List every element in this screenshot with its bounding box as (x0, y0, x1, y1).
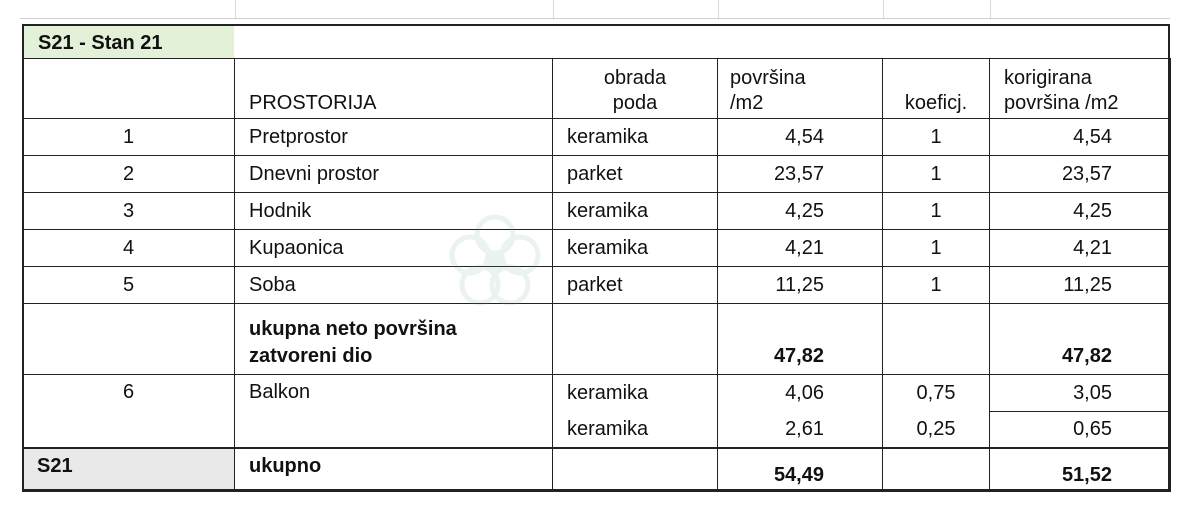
balcony-coefficient: 0,75 (883, 375, 990, 412)
apartment-title: S21 - Stan 21 (22, 24, 234, 58)
total-corrected-area: 51,52 (990, 448, 1171, 492)
floor-type: keramika (553, 193, 718, 230)
subtotal-label (235, 304, 553, 375)
grid-column-line (883, 0, 884, 18)
floor-type: keramika (553, 230, 718, 267)
total-label: ukupno (235, 448, 553, 492)
row-nr: 4 (23, 230, 235, 267)
balcony-area: 2,61 (718, 412, 883, 448)
floor-type: keramika (553, 119, 718, 156)
room-coefficient: 1 (883, 156, 990, 193)
grid-column-line (990, 0, 991, 18)
room-area: 4,21 (718, 230, 883, 267)
grid-column-line (553, 0, 554, 18)
grid-column-line (718, 0, 719, 18)
total-row (23, 448, 1171, 492)
room-coefficient: 1 (883, 230, 990, 267)
total-floor (553, 448, 718, 492)
room-name: Hodnik (235, 193, 553, 230)
room-name: Pretprostor (235, 119, 553, 156)
room-corrected-area: 4,54 (990, 119, 1171, 156)
room-name: Kupaonica (235, 230, 553, 267)
balcony-area: 4,06 (718, 375, 883, 412)
header-prostorija: PROSTORIJA (235, 59, 553, 119)
grid-column-line (235, 0, 236, 18)
balcony-corrected-area: 0,65 (990, 412, 1171, 448)
title-row-empty (234, 24, 1170, 58)
header-korigirana: korigirana površina /m2 (990, 59, 1171, 119)
room-area: 11,25 (718, 267, 883, 304)
table-row (23, 267, 1171, 304)
floor-type: keramika (553, 375, 718, 412)
subtotal-label-line2: zatvoreni dio (249, 345, 373, 367)
table-header-row (23, 59, 1171, 119)
room-corrected-area: 23,57 (990, 156, 1171, 193)
table-row (23, 119, 1171, 156)
floor-type: keramika (553, 412, 718, 448)
total-coefficient (883, 448, 990, 492)
balcony-row (23, 375, 1171, 412)
row-nr: 1 (23, 119, 235, 156)
balcony-coefficient: 0,25 (883, 412, 990, 448)
room-area: 4,25 (718, 193, 883, 230)
table-row (23, 193, 1171, 230)
floor-type: parket (553, 267, 718, 304)
floor-type: parket (553, 156, 718, 193)
balcony-corrected-area: 3,05 (990, 375, 1171, 412)
table-row (23, 230, 1171, 267)
room-name: Dnevni prostor (235, 156, 553, 193)
rooms-table (22, 58, 1171, 492)
header-koeficijent: koeficj. (883, 59, 990, 119)
row-nr: 5 (23, 267, 235, 304)
balcony-name-value: Balkon (249, 381, 311, 403)
balcony-nr-value: 6 (122, 381, 135, 403)
header-nr (23, 59, 235, 119)
subtotal-corrected-area: 47,82 (990, 304, 1171, 375)
subtotal-area: 47,82 (718, 304, 883, 375)
subtotal-floor (553, 304, 718, 375)
grid-top-line (20, 18, 1170, 19)
subtotal-nr (23, 304, 235, 375)
total-code: S21 (23, 448, 235, 492)
balcony-name (235, 375, 553, 448)
room-corrected-area: 4,21 (990, 230, 1171, 267)
subtotal-row (23, 304, 1171, 375)
row-nr: 3 (23, 193, 235, 230)
header-obrada: obrada poda (553, 59, 718, 119)
subtotal-label-line1: ukupna neto površina (249, 318, 457, 340)
room-name: Soba (235, 267, 553, 304)
balcony-nr (23, 375, 235, 448)
table-row (23, 156, 1171, 193)
row-nr: 2 (23, 156, 235, 193)
room-corrected-area: 11,25 (990, 267, 1171, 304)
header-povrsina: površina /m2 (718, 59, 883, 119)
room-corrected-area: 4,25 (990, 193, 1171, 230)
room-coefficient: 1 (883, 193, 990, 230)
room-area: 4,54 (718, 119, 883, 156)
total-area: 54,49 (718, 448, 883, 492)
room-coefficient: 1 (883, 267, 990, 304)
room-coefficient: 1 (883, 119, 990, 156)
subtotal-coefficient (883, 304, 990, 375)
room-area: 23,57 (718, 156, 883, 193)
